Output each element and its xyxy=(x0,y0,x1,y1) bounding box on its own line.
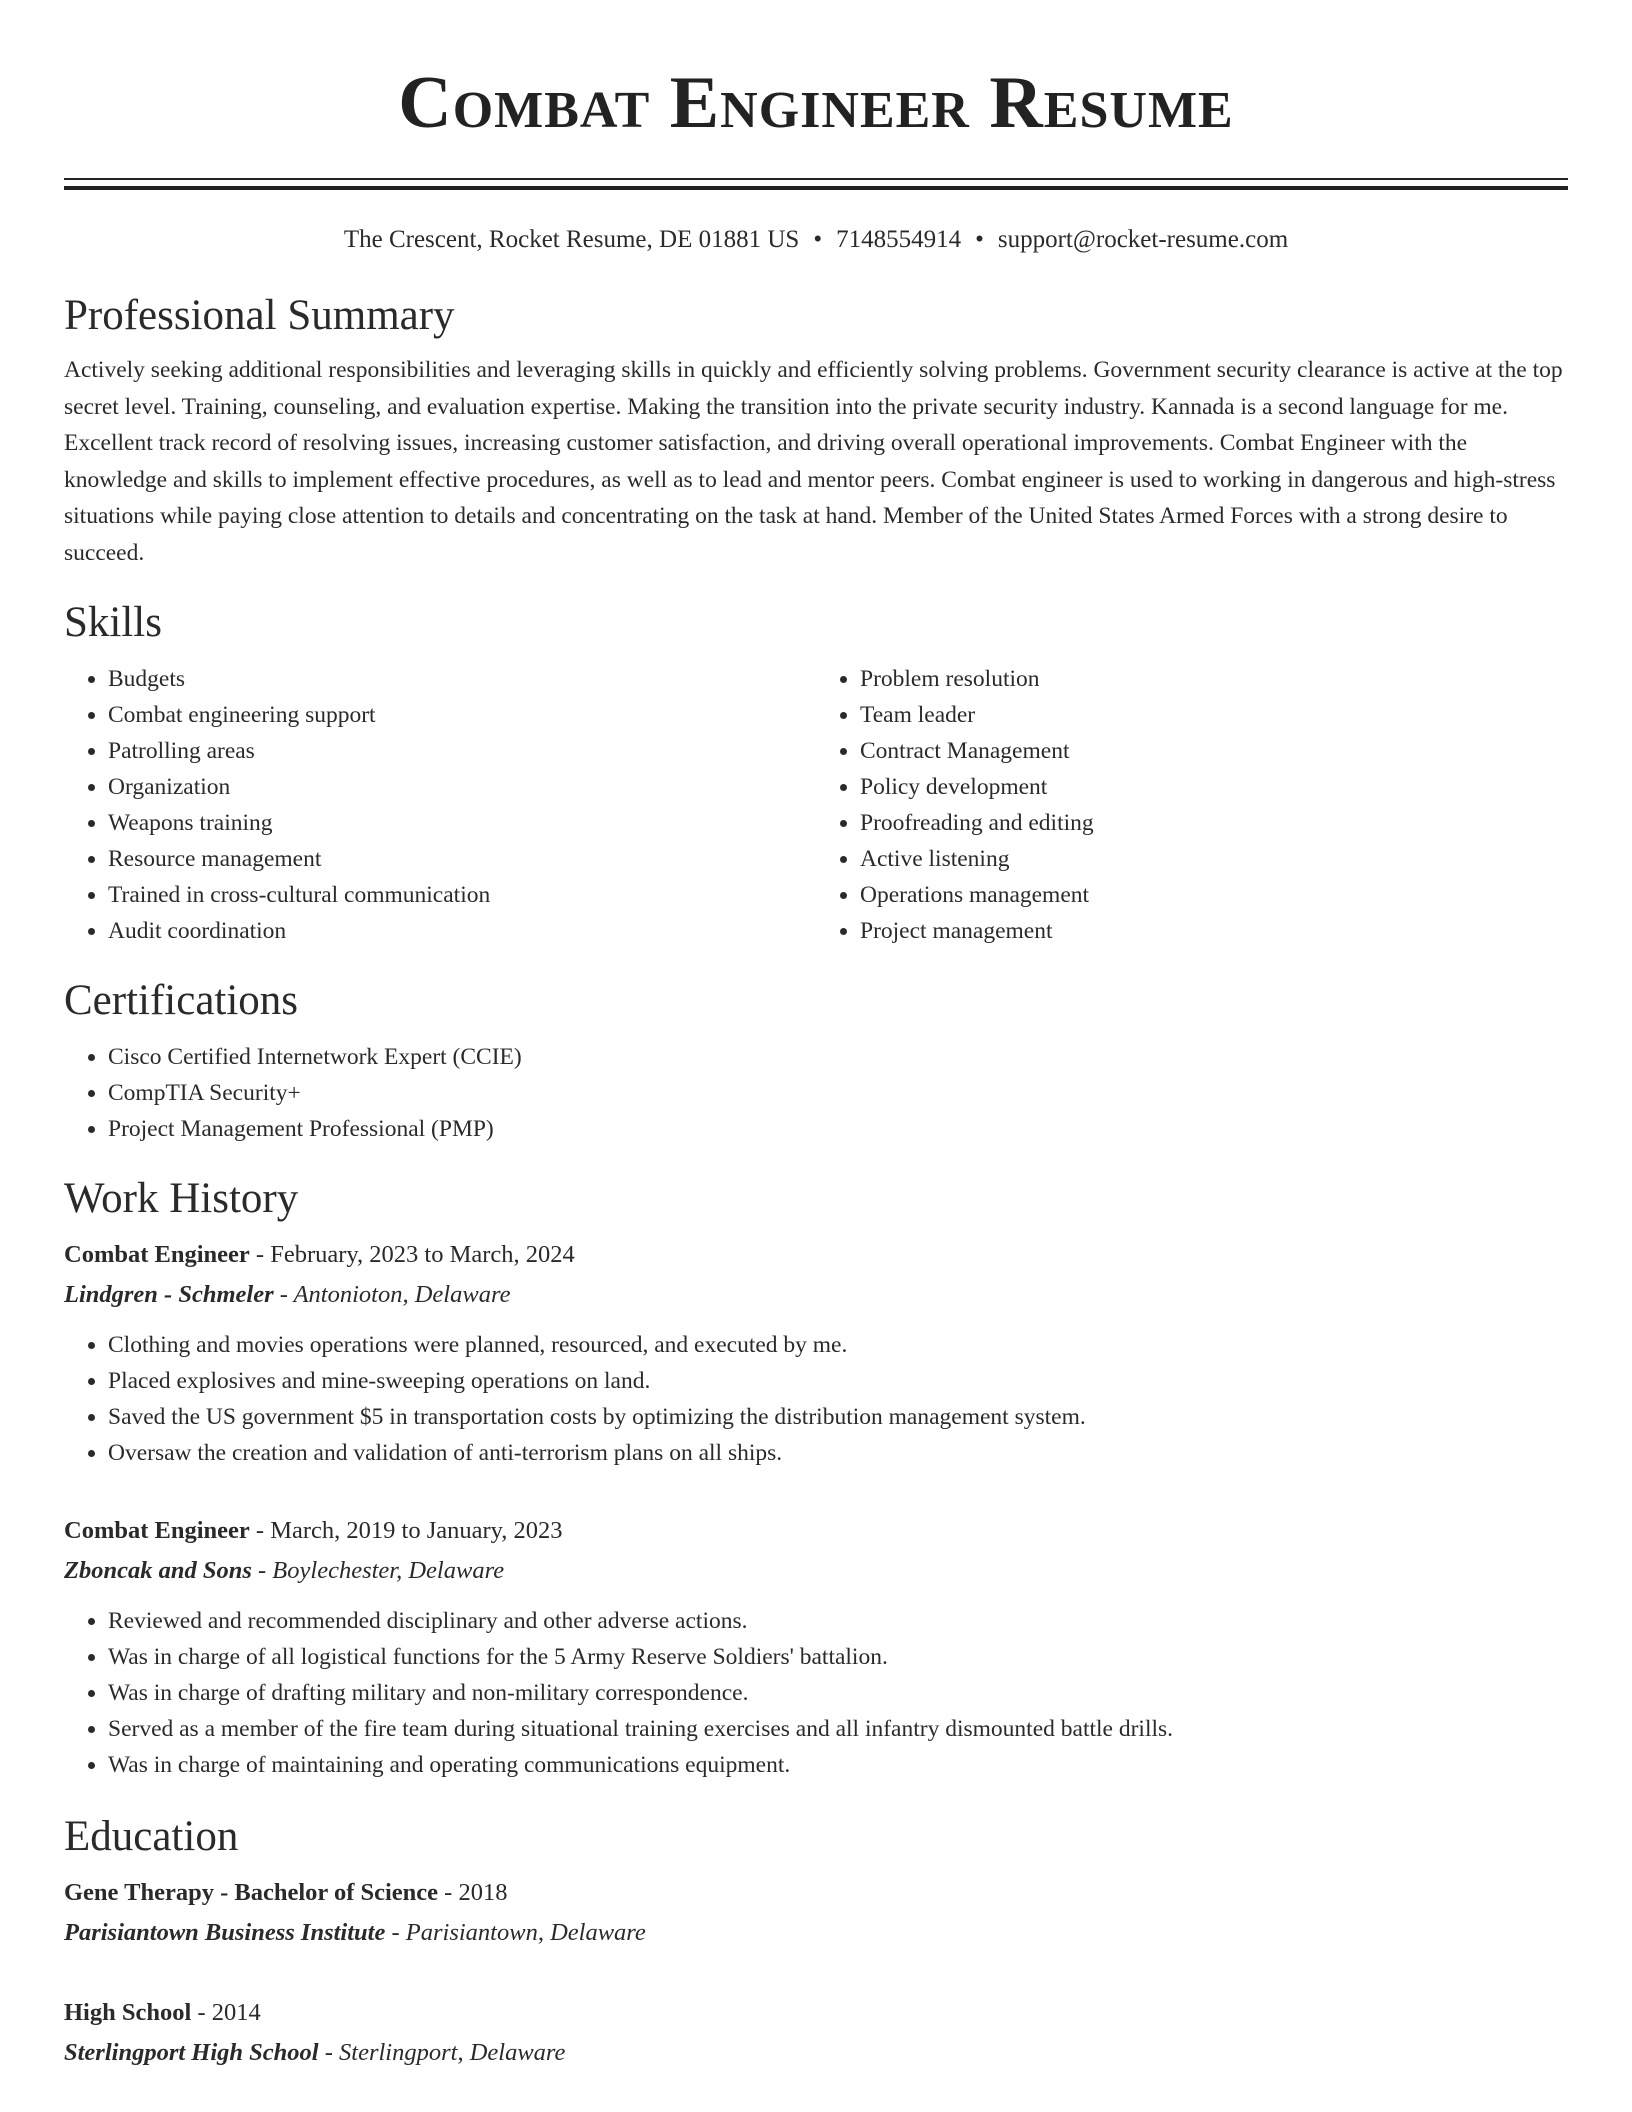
skills-grid xyxy=(64,661,1568,949)
degree-name: Gene Therapy - Bachelor of Science xyxy=(64,1879,439,1906)
skill-item: • Proofreading and editing xyxy=(860,805,1568,841)
skill-item: • Weapons training xyxy=(108,805,816,841)
skill-item: • Problem resolution xyxy=(860,661,1568,697)
school-name: Sterlingport High School xyxy=(64,2039,319,2066)
job-dates: - February, 2023 to March, 2024 xyxy=(249,1241,575,1268)
job-entry xyxy=(64,1235,1568,1471)
skill-item: • Contract Management xyxy=(860,733,1568,769)
school-name: Parisiantown Business Institute xyxy=(64,1919,386,1946)
school-line xyxy=(64,1913,1568,1953)
contact-email: support@rocket-resume.com xyxy=(997,226,1289,253)
summary-section xyxy=(64,290,1568,571)
employer-location: - Antonioton, Delaware xyxy=(273,1281,511,1308)
job-bullet: • Was in charge of drafting military and non-military correspondence. xyxy=(108,1675,1568,1711)
degree-name: High School xyxy=(64,1999,192,2026)
degree-year: - 2014 xyxy=(191,1999,261,2026)
employer-line xyxy=(64,1551,1568,1591)
skill-item: • Operations management xyxy=(860,877,1568,913)
summary-text: Actively seeking additional responsibilities and leveraging skills in quickly and efficiently solving problems. Government security clearance is active at the top secret level. Training, counseling, and evaluation expertise. Making the transition into the private security industry. Kannada is a second language for me. Excellent track record of resolving issues, increasing customer satisfaction, and driving overall operational improvements. Combat Engineer with the knowledge and skills to implement effective procedures, as well as to lead and mentor peers. Combat engineer is used to working in dangerous and high-stress situations while paying close attention to details and concentrating on the task at hand. Member of the United States Armed Forces with a strong desire to succeed. xyxy=(64,357,1563,566)
job-dates: - March, 2019 to January, 2023 xyxy=(249,1517,563,1544)
skill-item: • Combat engineering support xyxy=(108,697,816,733)
skill-item: • Trained in cross-cultural communication xyxy=(108,877,816,913)
education-entry xyxy=(64,1993,1568,2073)
skill-item: • Budgets xyxy=(108,661,816,697)
skill-item: • Active listening xyxy=(860,841,1568,877)
contact-separator: • xyxy=(813,226,823,253)
degree-line xyxy=(64,1873,1568,1913)
employer-location: - Boylechester, Delaware xyxy=(251,1557,505,1584)
job-bullets xyxy=(64,1603,1568,1783)
job-bullets xyxy=(64,1327,1568,1471)
skill-item: • Project management xyxy=(860,913,1568,949)
education-entry xyxy=(64,1873,1568,1953)
job-bullet: • Was in charge of maintaining and operating communications equipment. xyxy=(108,1747,1568,1783)
skill-item: • Audit coordination xyxy=(108,913,816,949)
contact-separator: • xyxy=(975,226,984,253)
job-bullet: • Clothing and movies operations were planned, resourced, and executed by me. xyxy=(108,1327,1568,1363)
skills-heading: Skills xyxy=(64,599,162,646)
degree-line xyxy=(64,1993,1568,2033)
school-location: - Sterlingport, Delaware xyxy=(318,2039,566,2066)
skills-list-right xyxy=(816,661,1568,949)
certification-item: • Cisco Certified Internetwork Expert (CCIE) xyxy=(108,1039,1568,1075)
job-title: Combat Engineer xyxy=(64,1241,250,1268)
skill-item: • Policy development xyxy=(860,769,1568,805)
certifications-heading: Certifications xyxy=(64,977,299,1024)
degree-year: - 2018 xyxy=(438,1879,508,1906)
employer-line xyxy=(64,1275,1568,1315)
skill-item: • Resource management xyxy=(108,841,816,877)
certification-item: • Project Management Professional (PMP) xyxy=(108,1111,1568,1147)
job-bullet: • Served as a member of the fire team during situational training exercises and all infantry dismounted battle drills. xyxy=(108,1711,1568,1747)
job-bullet: • Oversaw the creation and validation of anti-terrorism plans on all ships. xyxy=(108,1435,1568,1471)
title-divider-thin xyxy=(64,178,1568,180)
job-bullet: • Saved the US government $5 in transportation costs by optimizing the distribution management system. xyxy=(108,1399,1568,1435)
work-history-heading: Work History xyxy=(64,1175,299,1222)
school-line xyxy=(64,2033,1568,2073)
certifications-section xyxy=(64,975,1568,1147)
skill-item: • Patrolling areas xyxy=(108,733,816,769)
summary-heading: Professional Summary xyxy=(64,292,455,339)
skill-item: • Team leader xyxy=(860,697,1568,733)
job-bullet: • Reviewed and recommended disciplinary and other adverse actions. xyxy=(108,1603,1568,1639)
job-title-line xyxy=(64,1235,1568,1275)
job-entry xyxy=(64,1511,1568,1783)
certifications-list xyxy=(64,1039,1568,1147)
title-divider-thick xyxy=(64,186,1568,190)
employer-name: Zboncak and Sons xyxy=(64,1557,252,1584)
work-history-section xyxy=(64,1173,1568,1783)
job-bullet: • Placed explosives and mine-sweeping operations on land. xyxy=(108,1363,1568,1399)
skill-item: • Organization xyxy=(108,769,816,805)
contact-line xyxy=(64,224,1568,256)
resume-title: Combat Engineer Resume xyxy=(398,62,1234,144)
education-heading: Education xyxy=(64,1813,239,1860)
contact-phone: 7148554914 xyxy=(836,226,962,253)
education-section xyxy=(64,1811,1568,2073)
job-title-line xyxy=(64,1511,1568,1551)
job-bullet: • Was in charge of all logistical functions for the 5 Army Reserve Soldiers' battalion. xyxy=(108,1639,1568,1675)
skills-list-left xyxy=(64,661,816,949)
school-location: - Parisiantown, Delaware xyxy=(385,1919,646,1946)
certification-item: • CompTIA Security+ xyxy=(108,1075,1568,1111)
skills-section xyxy=(64,597,1568,949)
contact-address: The Crescent, Rocket Resume, DE 01881 US xyxy=(343,226,800,253)
job-title: Combat Engineer xyxy=(64,1517,250,1544)
employer-name: Lindgren - Schmeler xyxy=(64,1281,274,1308)
